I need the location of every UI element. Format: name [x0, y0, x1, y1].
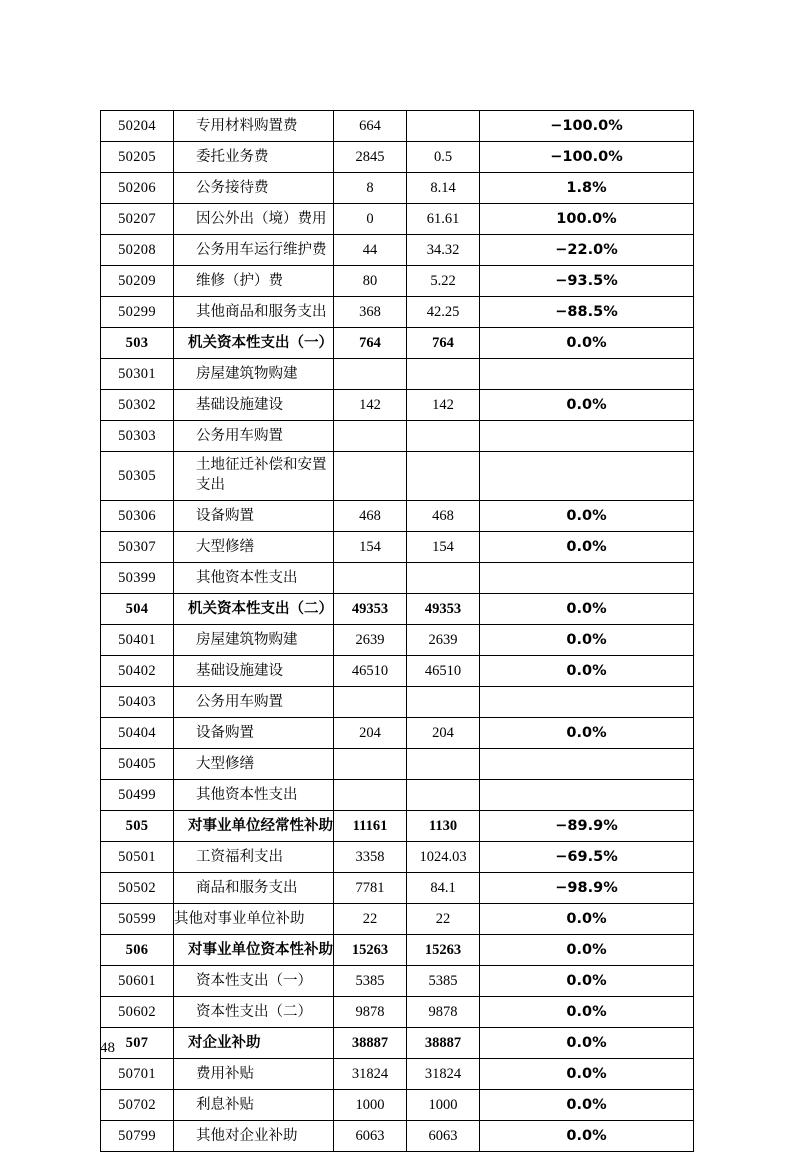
cell-item-name: 设备购置 [174, 718, 334, 749]
cell-code: 505 [101, 811, 174, 842]
cell-value-budget: 49353 [334, 594, 407, 625]
cell-value-change: 0.0% [480, 966, 694, 997]
cell-value-budget [334, 687, 407, 718]
table-row [101, 390, 694, 421]
cell-code: 50205 [101, 142, 174, 173]
cell-value-change [480, 780, 694, 811]
cell-value-budget: 764 [334, 328, 407, 359]
cell-value-actual: 46510 [407, 656, 480, 687]
cell-value-change: −89.9% [480, 811, 694, 842]
cell-value-change: 0.0% [480, 501, 694, 532]
cell-item-name: 其他对企业补助 [174, 1121, 334, 1152]
cell-code: 50303 [101, 421, 174, 452]
cell-item-name: 公务用车购置 [174, 421, 334, 452]
cell-item-name: 对事业单位经常性补助 [174, 811, 334, 842]
cell-value-actual: 49353 [407, 594, 480, 625]
cell-code: 50502 [101, 873, 174, 904]
cell-value-actual [407, 749, 480, 780]
cell-value-budget: 15263 [334, 935, 407, 966]
cell-item-name: 其他商品和服务支出 [174, 297, 334, 328]
cell-item-name: 费用补贴 [174, 1059, 334, 1090]
cell-item-name: 土地征迁补偿和安置支出 [174, 452, 334, 501]
budget-table-body [101, 111, 694, 1152]
cell-value-actual [407, 359, 480, 390]
cell-value-actual [407, 780, 480, 811]
cell-code: 50299 [101, 297, 174, 328]
cell-value-actual: 9878 [407, 997, 480, 1028]
cell-code: 50499 [101, 780, 174, 811]
cell-value-budget: 154 [334, 532, 407, 563]
cell-item-name: 机关资本性支出（一） [174, 328, 334, 359]
cell-value-change: −100.0% [480, 142, 694, 173]
cell-value-change: −69.5% [480, 842, 694, 873]
table-row [101, 173, 694, 204]
cell-value-change: −22.0% [480, 235, 694, 266]
cell-code: 50701 [101, 1059, 174, 1090]
table-row [101, 297, 694, 328]
cell-value-budget: 2845 [334, 142, 407, 173]
cell-code: 50401 [101, 625, 174, 656]
cell-value-actual: 34.32 [407, 235, 480, 266]
table-row [101, 811, 694, 842]
cell-value-budget: 664 [334, 111, 407, 142]
table-row [101, 142, 694, 173]
cell-item-name: 资本性支出（一） [174, 966, 334, 997]
cell-code: 50501 [101, 842, 174, 873]
cell-code: 50702 [101, 1090, 174, 1121]
table-row [101, 563, 694, 594]
cell-value-budget: 368 [334, 297, 407, 328]
cell-item-name: 公务用车购置 [174, 687, 334, 718]
cell-value-budget [334, 359, 407, 390]
cell-value-budget: 5385 [334, 966, 407, 997]
cell-code: 50399 [101, 563, 174, 594]
cell-item-name: 工资福利支出 [174, 842, 334, 873]
cell-value-budget: 2639 [334, 625, 407, 656]
cell-value-budget [334, 780, 407, 811]
cell-value-actual: 1130 [407, 811, 480, 842]
cell-value-change: 0.0% [480, 390, 694, 421]
cell-value-actual: 8.14 [407, 173, 480, 204]
cell-value-actual: 154 [407, 532, 480, 563]
cell-value-actual: 31824 [407, 1059, 480, 1090]
cell-value-change: 0.0% [480, 1121, 694, 1152]
cell-item-name: 公务接待费 [174, 173, 334, 204]
cell-value-budget: 11161 [334, 811, 407, 842]
cell-value-budget: 38887 [334, 1028, 407, 1059]
budget-table-container [100, 110, 693, 1152]
cell-item-name: 基础设施建设 [174, 656, 334, 687]
cell-value-budget: 7781 [334, 873, 407, 904]
cell-value-actual [407, 111, 480, 142]
cell-value-actual [407, 452, 480, 501]
cell-code: 50601 [101, 966, 174, 997]
table-row [101, 111, 694, 142]
cell-value-change: −98.9% [480, 873, 694, 904]
cell-value-actual: 42.25 [407, 297, 480, 328]
cell-value-change: 100.0% [480, 204, 694, 235]
cell-item-name: 利息补贴 [174, 1090, 334, 1121]
table-row [101, 594, 694, 625]
cell-value-change: 0.0% [480, 1090, 694, 1121]
cell-value-change: 0.0% [480, 594, 694, 625]
cell-code: 504 [101, 594, 174, 625]
cell-value-budget: 142 [334, 390, 407, 421]
cell-value-budget: 6063 [334, 1121, 407, 1152]
table-row [101, 501, 694, 532]
budget-table [100, 110, 694, 1152]
table-row [101, 904, 694, 935]
cell-value-budget [334, 421, 407, 452]
cell-code: 50204 [101, 111, 174, 142]
table-row [101, 421, 694, 452]
cell-code: 50209 [101, 266, 174, 297]
table-row [101, 687, 694, 718]
cell-value-budget: 8 [334, 173, 407, 204]
page-number: 48 [100, 1040, 115, 1056]
cell-code: 50301 [101, 359, 174, 390]
cell-code: 506 [101, 935, 174, 966]
cell-value-actual: 15263 [407, 935, 480, 966]
table-row [101, 780, 694, 811]
cell-code: 50306 [101, 501, 174, 532]
cell-item-name: 设备购置 [174, 501, 334, 532]
table-row [101, 328, 694, 359]
cell-value-actual: 204 [407, 718, 480, 749]
cell-code: 50302 [101, 390, 174, 421]
table-row [101, 842, 694, 873]
cell-value-change [480, 359, 694, 390]
cell-value-budget [334, 563, 407, 594]
cell-code: 507 [101, 1028, 174, 1059]
table-row [101, 1059, 694, 1090]
cell-value-actual: 6063 [407, 1121, 480, 1152]
cell-value-change: 0.0% [480, 718, 694, 749]
cell-code: 50799 [101, 1121, 174, 1152]
cell-value-budget: 80 [334, 266, 407, 297]
cell-item-name: 资本性支出（二） [174, 997, 334, 1028]
cell-item-name: 其他资本性支出 [174, 563, 334, 594]
cell-item-name: 因公外出（境）费用 [174, 204, 334, 235]
cell-code: 50206 [101, 173, 174, 204]
cell-value-actual: 764 [407, 328, 480, 359]
cell-value-change: 0.0% [480, 328, 694, 359]
cell-value-budget: 22 [334, 904, 407, 935]
cell-value-actual [407, 421, 480, 452]
table-row [101, 452, 694, 501]
table-row [101, 266, 694, 297]
cell-value-change: 0.0% [480, 625, 694, 656]
cell-value-change: 0.0% [480, 656, 694, 687]
cell-value-actual: 2639 [407, 625, 480, 656]
cell-item-name: 委托业务费 [174, 142, 334, 173]
cell-value-actual: 142 [407, 390, 480, 421]
cell-value-actual: 5.22 [407, 266, 480, 297]
cell-item-name: 公务用车运行维护费 [174, 235, 334, 266]
cell-code: 50305 [101, 452, 174, 501]
cell-value-actual: 1024.03 [407, 842, 480, 873]
cell-code: 50207 [101, 204, 174, 235]
cell-value-actual: 61.61 [407, 204, 480, 235]
table-row [101, 235, 694, 266]
cell-value-change [480, 563, 694, 594]
cell-item-name: 房屋建筑物购建 [174, 625, 334, 656]
cell-value-budget [334, 452, 407, 501]
cell-value-actual: 0.5 [407, 142, 480, 173]
cell-item-name: 商品和服务支出 [174, 873, 334, 904]
cell-value-change [480, 749, 694, 780]
cell-value-change: 0.0% [480, 935, 694, 966]
cell-item-name: 大型修缮 [174, 532, 334, 563]
cell-code: 50404 [101, 718, 174, 749]
cell-value-budget: 31824 [334, 1059, 407, 1090]
cell-item-name: 基础设施建设 [174, 390, 334, 421]
cell-item-name: 维修（护）费 [174, 266, 334, 297]
cell-code: 50307 [101, 532, 174, 563]
cell-item-name: 其他资本性支出 [174, 780, 334, 811]
cell-value-change: −88.5% [480, 297, 694, 328]
cell-value-change [480, 452, 694, 501]
table-row [101, 718, 694, 749]
table-row [101, 1121, 694, 1152]
cell-item-name: 机关资本性支出（二） [174, 594, 334, 625]
cell-value-budget: 44 [334, 235, 407, 266]
cell-value-budget: 1000 [334, 1090, 407, 1121]
cell-value-change: 0.0% [480, 1028, 694, 1059]
table-row [101, 204, 694, 235]
table-row [101, 532, 694, 563]
cell-item-name: 对事业单位资本性补助 [174, 935, 334, 966]
cell-value-budget: 204 [334, 718, 407, 749]
cell-value-actual: 38887 [407, 1028, 480, 1059]
table-row [101, 359, 694, 390]
table-row [101, 997, 694, 1028]
cell-value-budget: 3358 [334, 842, 407, 873]
cell-code: 50599 [101, 904, 174, 935]
cell-item-name: 房屋建筑物购建 [174, 359, 334, 390]
cell-code: 50403 [101, 687, 174, 718]
cell-code: 50208 [101, 235, 174, 266]
cell-value-change [480, 421, 694, 452]
cell-value-actual: 468 [407, 501, 480, 532]
table-row [101, 749, 694, 780]
cell-value-budget [334, 749, 407, 780]
cell-value-actual: 5385 [407, 966, 480, 997]
cell-value-budget: 0 [334, 204, 407, 235]
table-row [101, 656, 694, 687]
cell-code: 503 [101, 328, 174, 359]
table-row [101, 935, 694, 966]
cell-value-actual: 1000 [407, 1090, 480, 1121]
table-row [101, 1028, 694, 1059]
cell-value-budget: 46510 [334, 656, 407, 687]
cell-value-actual: 22 [407, 904, 480, 935]
cell-value-actual [407, 563, 480, 594]
cell-value-actual [407, 687, 480, 718]
cell-item-name: 其他对事业单位补助 [174, 904, 334, 935]
cell-value-budget: 9878 [334, 997, 407, 1028]
cell-value-budget: 468 [334, 501, 407, 532]
cell-item-name: 专用材料购置费 [174, 111, 334, 142]
cell-code: 50405 [101, 749, 174, 780]
cell-item-name: 大型修缮 [174, 749, 334, 780]
cell-value-change: 0.0% [480, 904, 694, 935]
cell-value-actual: 84.1 [407, 873, 480, 904]
cell-value-change: 0.0% [480, 997, 694, 1028]
table-row [101, 873, 694, 904]
table-row [101, 625, 694, 656]
cell-item-name: 对企业补助 [174, 1028, 334, 1059]
cell-value-change: −93.5% [480, 266, 694, 297]
table-row [101, 1090, 694, 1121]
cell-value-change: 0.0% [480, 1059, 694, 1090]
table-row [101, 966, 694, 997]
cell-value-change [480, 687, 694, 718]
cell-value-change: 0.0% [480, 532, 694, 563]
cell-value-change: 1.8% [480, 173, 694, 204]
cell-code: 50602 [101, 997, 174, 1028]
cell-code: 50402 [101, 656, 174, 687]
cell-value-change: −100.0% [480, 111, 694, 142]
